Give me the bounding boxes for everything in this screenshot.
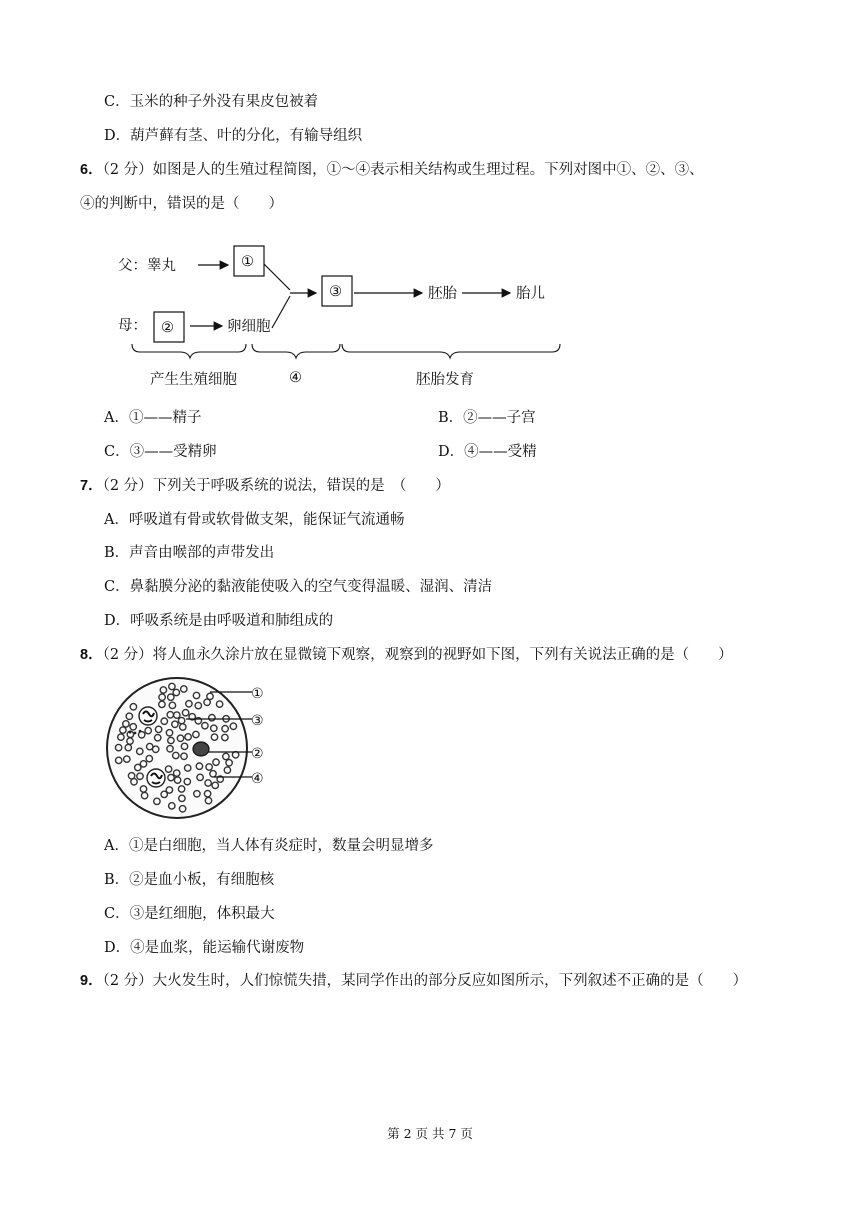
white-blood-cell-top [139, 707, 157, 725]
question-9-number: 9． [80, 973, 103, 989]
question-8-option-a: A．①是白细胞，当人体有炎症时，数量会明显增多 [104, 838, 434, 854]
label-2: ② [251, 746, 264, 762]
brace-right-label: 胚胎发育 [416, 372, 474, 388]
brace-left [132, 344, 246, 358]
mark-4: ④ [289, 370, 302, 386]
question-6-stem-line2: ④的判断中，错误的是（ ） [80, 196, 283, 212]
question-6-option-a: A．①——精子 [104, 410, 202, 426]
mark-3: ③ [329, 284, 342, 300]
mark-1: ① [241, 254, 254, 270]
question-6-stem-line1: （2 分）如图是人的生殖过程简图，①～④表示相关结构或生理过程。下列对图中①、②、③、 [102, 162, 704, 178]
question-7-option-b: B．声音由喉部的声带发出 [104, 545, 275, 561]
reproduction-diagram [110, 236, 580, 396]
blood-smear-diagram [104, 676, 276, 822]
label-4: ④ [251, 771, 264, 787]
question-6-option-b: B．②——子宫 [438, 410, 536, 426]
egg-cell-label: 卵细胞 [227, 319, 271, 335]
question-7-option-c: C．鼻黏膜分泌的黏液能使吸入的空气变得温暖、湿润、清洁 [104, 579, 493, 595]
question-8-stem [80, 645, 733, 665]
question-8-option-b: B．②是血小板，有细胞核 [104, 872, 275, 888]
question-7-option-d: D．呼吸系统是由呼吸道和肺组成的 [104, 613, 334, 629]
question-6-option-c: C．③——受精卵 [104, 444, 217, 460]
question-8-option-c: C．③是红细胞，体积最大 [104, 906, 275, 922]
father-testis-label: 父：睾丸 [118, 258, 176, 274]
question-9-stem [80, 971, 747, 991]
label-1: ① [251, 686, 264, 702]
cell-2-target [193, 742, 209, 756]
mark-2: ② [161, 320, 174, 336]
brace-right [342, 344, 560, 358]
label-3: ③ [251, 713, 264, 729]
question-7-number: 7． [80, 478, 103, 494]
question-6-number: 6． [80, 162, 103, 178]
question-6-stem [80, 160, 704, 180]
question-9-stem-text: （2 分）大火发生时，人们惊慌失措，某同学作出的部分反应如图所示，下列叙述不正确的是（ ） [102, 973, 748, 989]
option-c-prev: C．玉米的种子外没有果皮包被着 [104, 94, 319, 110]
mother-label: 母： [118, 318, 147, 334]
question-8-option-d: D．④是血浆，能运输代谢废物 [104, 940, 305, 956]
question-7-stem-text: （2 分）下列关于呼吸系统的说法，错误的是 （ ） [102, 478, 450, 494]
page-footer: 第 2 页 共 7 页 [387, 1126, 473, 1141]
fetus-label: 胎儿 [516, 286, 545, 302]
brace-middle [252, 344, 340, 358]
option-d-prev: D．葫芦藓有茎、叶的分化，有输导组织 [104, 128, 363, 144]
question-7-stem [80, 476, 450, 496]
question-7-option-a: A．呼吸道有骨或软骨做支架，能保证气流通畅 [104, 512, 405, 528]
question-6-option-d: D．④——受精 [438, 444, 537, 460]
brace-left-label: 产生生殖细胞 [150, 372, 237, 388]
question-8-stem-text: （2 分）将人血永久涂片放在显微镜下观察，观察到的视野如下图，下列有关说法正确的是（ ） [102, 647, 733, 663]
white-blood-cell-bottom [147, 769, 165, 787]
embryo-label: 胚胎 [428, 286, 457, 302]
question-8-number: 8． [80, 647, 103, 663]
